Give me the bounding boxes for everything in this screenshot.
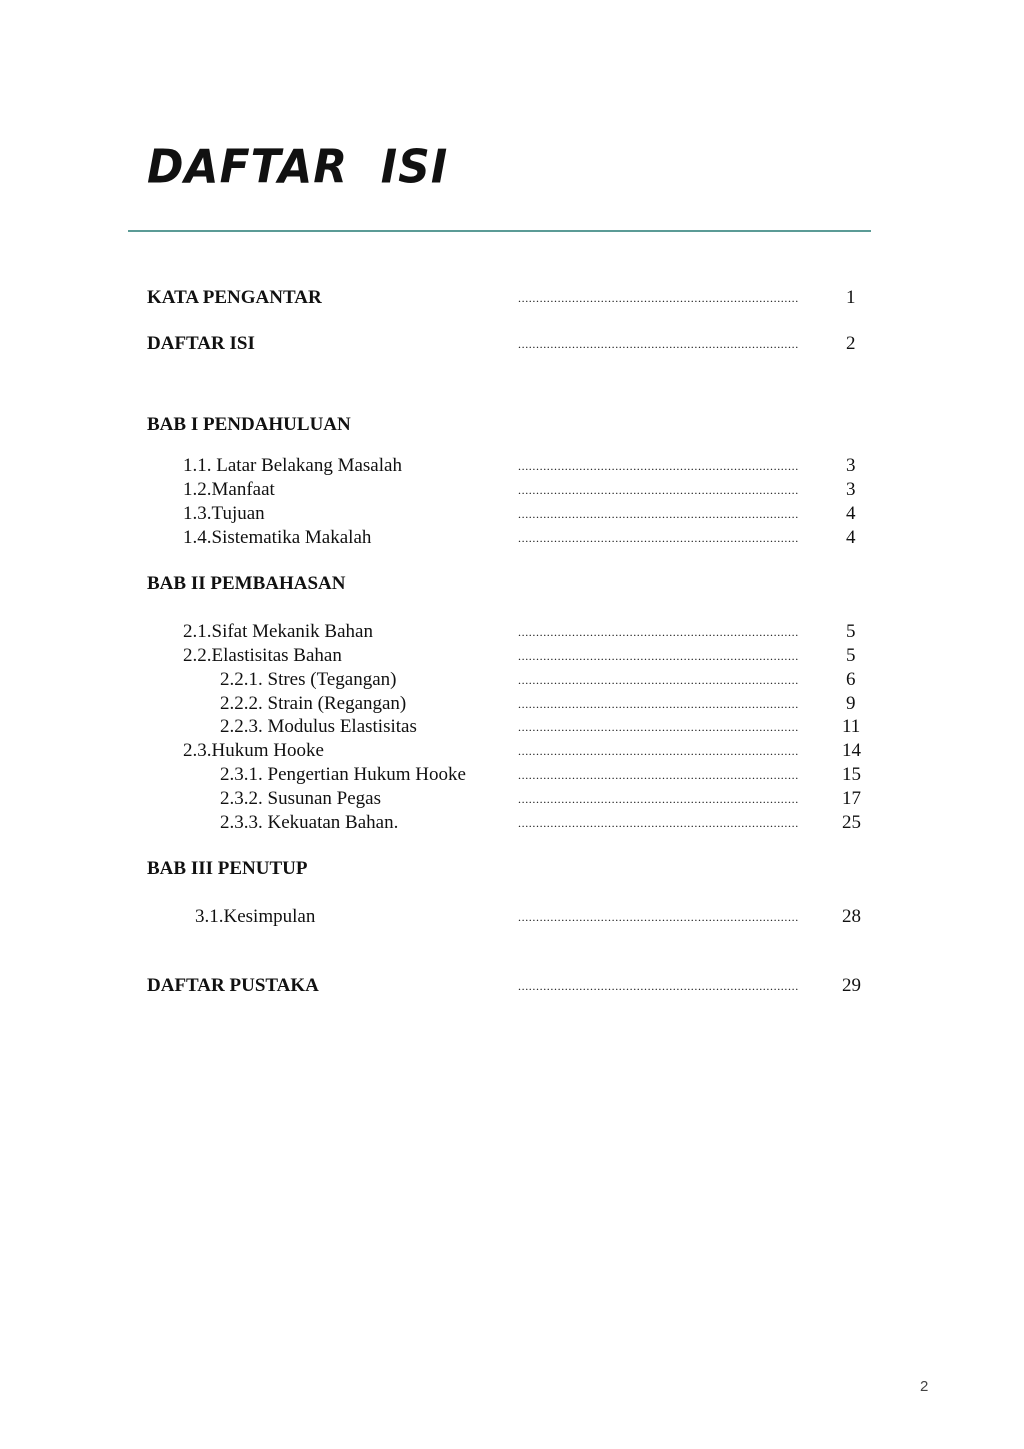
toc-entry xyxy=(0,478,1024,502)
toc-entry xyxy=(0,787,1024,811)
toc-leader: .............................................................................. xyxy=(518,697,799,711)
toc-entry xyxy=(0,454,1024,478)
toc-entry xyxy=(0,502,1024,526)
toc-entry xyxy=(0,620,1024,644)
toc-page: 25 xyxy=(842,812,861,833)
toc-page: 6 xyxy=(846,669,856,690)
toc-label: DAFTAR ISI xyxy=(147,333,255,354)
toc-page: 11 xyxy=(842,716,861,737)
toc-page: 5 xyxy=(846,645,856,666)
toc-leader: .............................................................................. xyxy=(518,768,799,782)
toc-leader: .............................................................................. xyxy=(518,649,799,663)
toc-page: 28 xyxy=(842,906,861,927)
toc-leader: .............................................................................. xyxy=(518,337,799,351)
toc-entry xyxy=(0,668,1024,692)
toc-heading-bab-i xyxy=(0,413,1024,437)
toc-leader: .............................................................................. xyxy=(518,291,799,305)
toc-label: 1.1. Latar Belakang Masalah xyxy=(183,455,402,476)
toc-leader: .............................................................................. xyxy=(518,792,799,806)
toc-page: 15 xyxy=(842,764,861,785)
toc-entry xyxy=(0,526,1024,550)
toc-page: 3 xyxy=(846,455,856,476)
toc-heading-bab-ii xyxy=(0,572,1024,596)
toc-label: BAB II PEMBAHASAN xyxy=(147,573,346,594)
toc-label: 1.4.Sistematika Makalah xyxy=(183,527,372,548)
toc-label: 1.3.Tujuan xyxy=(183,503,265,524)
toc-label: 2.3.1. Pengertian Hukum Hooke xyxy=(220,764,466,785)
toc-entry xyxy=(0,692,1024,716)
toc-leader: .............................................................................. xyxy=(518,673,799,687)
toc-leader: .............................................................................. xyxy=(518,979,799,993)
toc-label: 1.2.Manfaat xyxy=(183,479,275,500)
toc-leader: .............................................................................. xyxy=(518,910,799,924)
toc-page: 2 xyxy=(846,333,856,354)
toc-entry xyxy=(0,811,1024,835)
toc-label: 2.3.3. Kekuatan Bahan. xyxy=(220,812,399,833)
toc-label: 2.3.2. Susunan Pegas xyxy=(220,788,381,809)
page-number: 2 xyxy=(920,1378,929,1395)
toc-label: 2.2.3. Modulus Elastisitas xyxy=(220,716,417,737)
toc-page: 17 xyxy=(842,788,861,809)
page-title: DAFTAR ISI xyxy=(147,140,449,195)
toc-leader: .............................................................................. xyxy=(518,459,799,473)
toc-page: 1 xyxy=(846,287,856,308)
toc-entry xyxy=(0,905,1024,929)
toc-entry-daftar-pustaka xyxy=(0,974,1024,998)
toc-entry xyxy=(0,715,1024,739)
toc-label: DAFTAR PUSTAKA xyxy=(147,975,319,996)
toc-label: 2.2.Elastisitas Bahan xyxy=(183,645,342,666)
toc-leader: .............................................................................. xyxy=(518,625,799,639)
toc-page: 14 xyxy=(842,740,861,761)
toc-heading-bab-iii xyxy=(0,857,1024,881)
toc-page: 4 xyxy=(846,503,856,524)
toc-entry-daftar-isi xyxy=(0,332,1024,356)
toc-label: BAB I PENDAHULUAN xyxy=(147,414,351,435)
toc-page: 4 xyxy=(846,527,856,548)
toc-label: 2.2.2. Strain (Regangan) xyxy=(220,693,407,714)
toc-leader: .............................................................................. xyxy=(518,720,799,734)
toc-label: KATA PENGANTAR xyxy=(147,287,322,308)
toc-leader: .............................................................................. xyxy=(518,816,799,830)
toc-leader: .............................................................................. xyxy=(518,483,799,497)
toc-label: 2.3.Hukum Hooke xyxy=(183,740,324,761)
toc-page: 5 xyxy=(846,621,856,642)
toc-label: 2.1.Sifat Mekanik Bahan xyxy=(183,621,373,642)
toc-label: 3.1.Kesimpulan xyxy=(195,906,316,927)
toc-entry xyxy=(0,763,1024,787)
toc-entry xyxy=(0,644,1024,668)
toc-leader: .............................................................................. xyxy=(518,744,799,758)
toc-entry xyxy=(0,739,1024,763)
toc-leader: .............................................................................. xyxy=(518,507,799,521)
toc-leader: .............................................................................. xyxy=(518,531,799,545)
toc-label: 2.2.1. Stres (Tegangan) xyxy=(220,669,397,690)
toc-entry-kata-pengantar xyxy=(0,286,1024,310)
toc-page: 3 xyxy=(846,479,856,500)
toc-label: BAB III PENUTUP xyxy=(147,858,308,879)
toc-page: 9 xyxy=(846,693,856,714)
toc-page: 29 xyxy=(842,975,861,996)
